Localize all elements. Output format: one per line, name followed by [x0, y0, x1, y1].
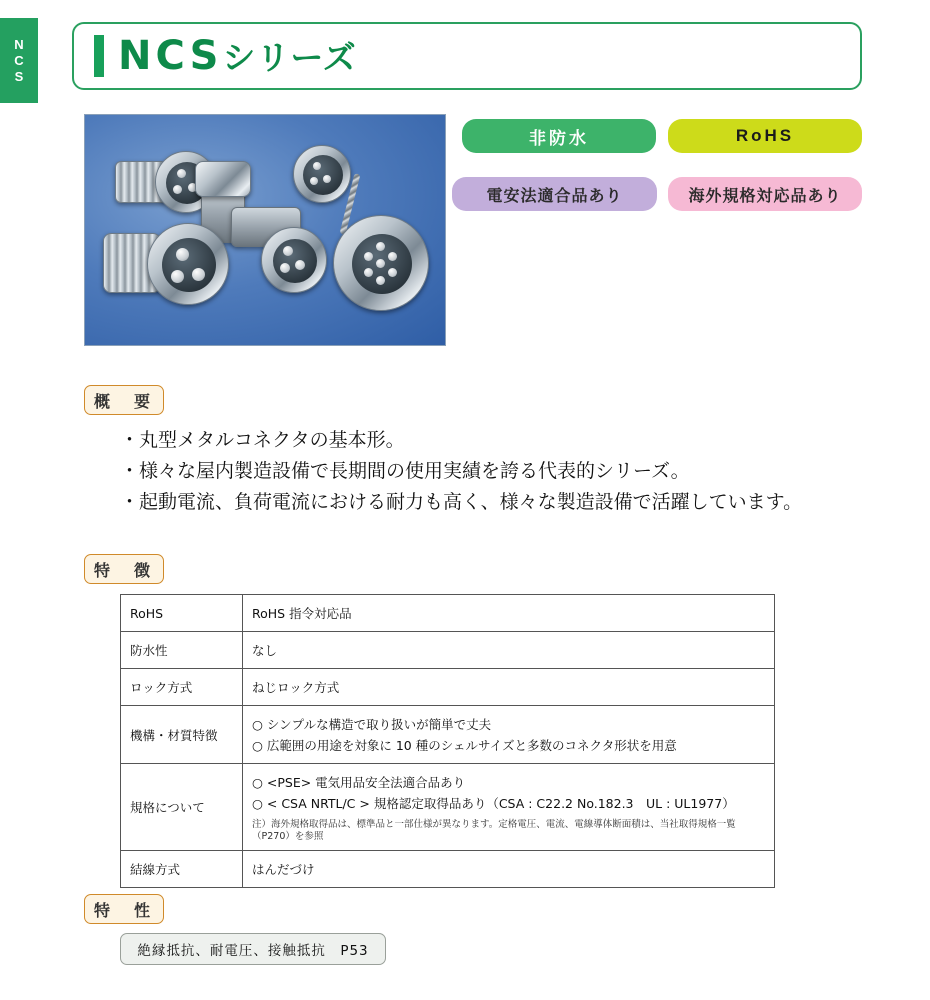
- feature-value: [243, 850, 775, 887]
- connector-pin: [295, 260, 305, 270]
- overview-line: ・起動電流、負荷電流における耐力も高く、様々な製造設備で活躍しています。: [120, 491, 803, 513]
- table-row: [121, 595, 775, 632]
- feature-value: [243, 595, 775, 632]
- connector-pin: [388, 252, 397, 261]
- connector-pin: [388, 268, 397, 277]
- series-side-tab: [0, 18, 38, 103]
- connector-face-topright: [303, 155, 343, 195]
- connector-bottomleft: [147, 223, 229, 305]
- connector-face-bottomleft: [162, 238, 216, 292]
- badge-rohs-label: RoHS: [735, 126, 795, 145]
- feature-value-line: ○ <PSE> 電気用品安全法適合品あり: [252, 775, 466, 790]
- connector-pin: [171, 270, 184, 283]
- feature-key: 規格について: [121, 764, 243, 851]
- title-accent-bar: [94, 35, 104, 77]
- badge-waterproof: [462, 119, 656, 153]
- connector-pin: [376, 259, 385, 268]
- feature-value-line: ○ 広範囲の用途を対象に 10 種のシェルサイズと多数のコネクタ形状を用意: [252, 738, 677, 753]
- series-side-tab-label: NCS: [11, 36, 27, 85]
- connector-pin: [364, 252, 373, 261]
- feature-value: [243, 706, 775, 764]
- connector-pin: [323, 175, 331, 183]
- feature-key: 防水性: [121, 632, 243, 669]
- overview-line: ・丸型メタルコネクタの基本形。: [120, 429, 405, 451]
- badge-pse: [452, 177, 657, 211]
- connector-pin: [177, 169, 186, 178]
- page-title-main: NCS: [118, 33, 223, 79]
- section-heading-overview-label: 概 要: [93, 393, 154, 411]
- connector-pin: [313, 162, 321, 170]
- connector-pin: [173, 185, 182, 194]
- table-row: [121, 764, 775, 851]
- overview-line: ・様々な屋内製造設備で長期間の使用実績を誇る代表的シリーズ。: [120, 460, 690, 482]
- connector-pin: [376, 276, 385, 285]
- feature-table: [120, 594, 775, 888]
- section-heading-characteristics-label: 特 性: [93, 902, 154, 920]
- section-heading-features-label: 特 徴: [93, 562, 154, 580]
- connector-pin: [280, 263, 290, 273]
- connector-pin: [364, 268, 373, 277]
- badge-pse-label: 電安法適合品あり: [486, 187, 623, 205]
- connector-pin: [310, 177, 318, 185]
- connector-topright: [293, 145, 351, 203]
- feature-value-line: なし: [252, 643, 278, 658]
- characteristics-reference-label: 絶縁抵抗、耐電圧、接触抵抗 P53: [137, 943, 369, 959]
- feature-value-line: ねじロック方式: [252, 680, 340, 695]
- characteristics-reference-link[interactable]: [120, 933, 386, 965]
- connector-pin: [283, 246, 293, 256]
- badge-overseas: [668, 177, 862, 211]
- feature-value: [243, 764, 775, 851]
- feature-value: [243, 669, 775, 706]
- badge-rohs: [668, 119, 862, 153]
- connector-pin: [376, 242, 385, 251]
- connector-elbow-head: [195, 161, 251, 197]
- badge-waterproof-label: 非防水: [529, 128, 589, 148]
- feature-value-note: 注）海外規格取得品は、標準品と一部仕様が異なります。定格電圧、電流、電線導体断面積は、当社取得規格一覧（P270）を参照: [252, 819, 736, 843]
- feature-value-line: ○ シンプルな構造で取り扱いが簡単で丈夫: [252, 717, 492, 732]
- feature-key: 機構・材質特徴: [121, 706, 243, 764]
- connector-pin: [176, 248, 189, 261]
- section-heading-features: [84, 554, 164, 584]
- table-row: [121, 669, 775, 706]
- feature-value-line: RoHS 指令対応品: [252, 606, 352, 621]
- page-title: [118, 33, 357, 79]
- feature-key: 結線方式: [121, 850, 243, 887]
- overview-list: [120, 425, 910, 518]
- product-photo: [84, 114, 446, 346]
- table-row: [121, 632, 775, 669]
- feature-key: RoHS: [121, 595, 243, 632]
- feature-value-line: ○ < CSA NRTL/C > 規格認定取得品あり（CSA : C22.2 No.182.3 UL : UL1977）: [252, 796, 735, 811]
- connector-bottomcenter: [261, 227, 327, 293]
- feature-value-line: はんだづけ: [252, 861, 315, 877]
- section-heading-characteristics: [84, 894, 164, 924]
- badge-overseas-label: 海外規格対応品あり: [688, 187, 842, 205]
- feature-key: ロック方式: [121, 669, 243, 706]
- table-row: [121, 706, 775, 764]
- section-heading-overview: [84, 385, 164, 415]
- connector-pin: [192, 268, 205, 281]
- table-row: [121, 850, 775, 887]
- feature-value: [243, 632, 775, 669]
- page-title-banner: [72, 22, 862, 90]
- page-title-sub: シリーズ: [222, 38, 357, 77]
- connector-bottomright-flange: [333, 215, 429, 311]
